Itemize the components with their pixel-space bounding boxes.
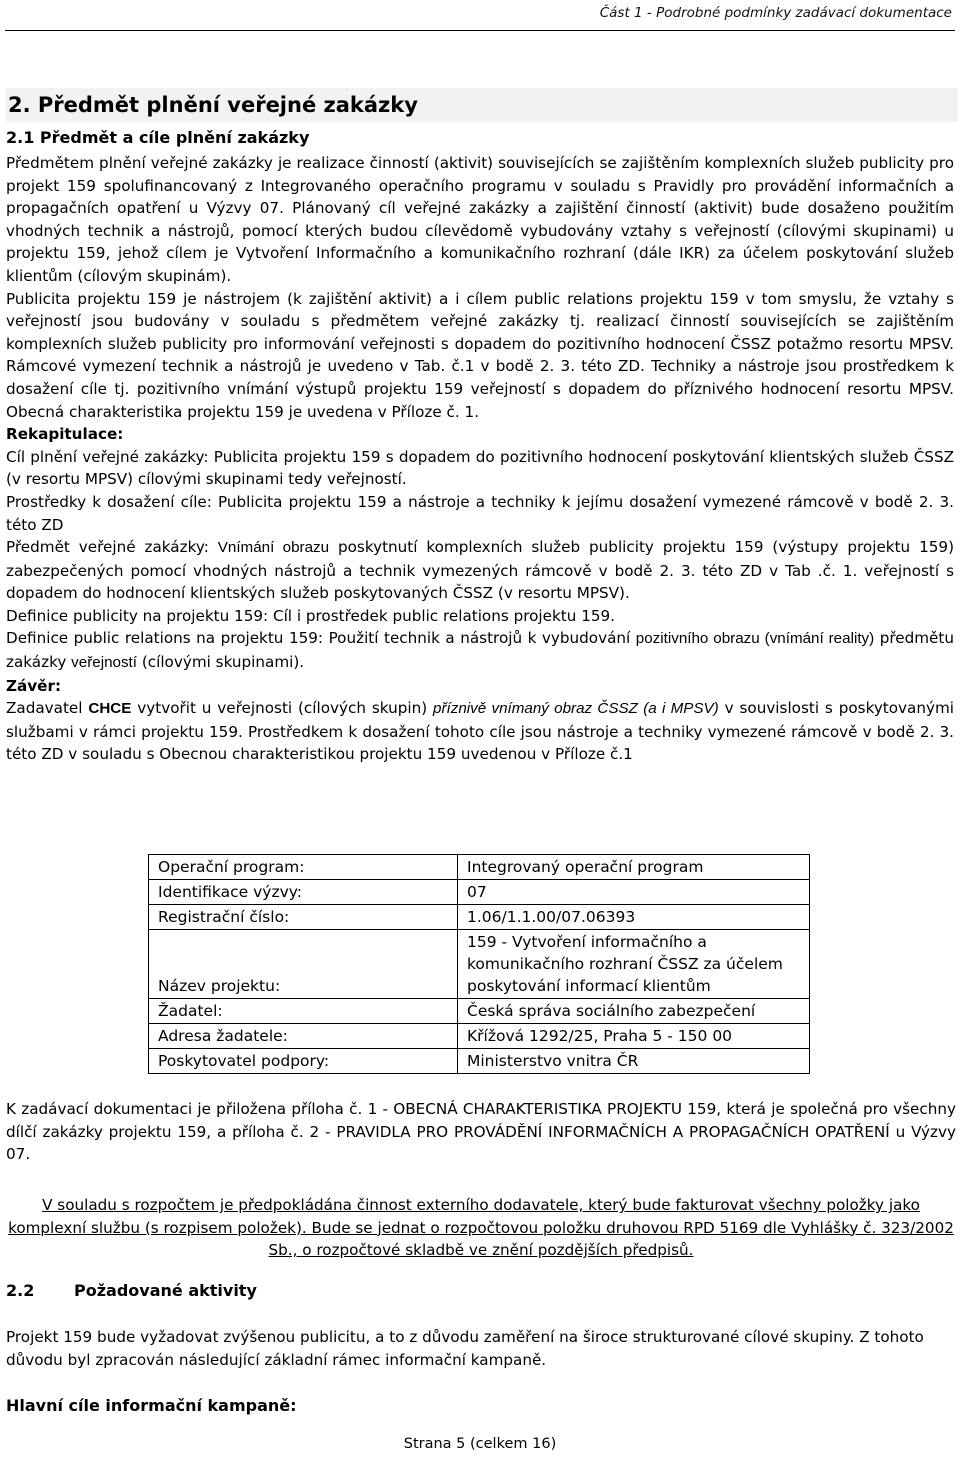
definition-publicity: Definice publicity na projektu 159: Cíl i prostředek public relations projektu 159. [6,606,616,625]
table-row [149,999,810,1024]
table-value: 1.06/1.1.00/07.06393 [458,905,810,930]
concl-text-5: v souvislosti s poskytovanými službami v rámci projektu 159. Prostředkem k dosažení tohoto cíle jsou nástroje a techniky vymezené rámcově v bodě 2. 3. této ZD v souladu s Obecnou charakteristikou projektu 159 uvedenou v Příloze č.1 [6,699,954,764]
table-label: Poskytovatel podpory: [149,1049,458,1074]
table-row [149,855,810,880]
subsection-2-2-text: Projekt 159 bude vyžadovat zvýšenou publicitu, a to z důvodu zaměření na široce strukturované cílové skupiny. Z tohoto důvodu byl zpracován následující základní rámec informační kampaně. [6,1328,924,1369]
header-rule [5,30,955,31]
recap-means: Prostředky k dosažení cíle: Publicita projektu 159 a nástroje a techniky k jejímu dosažení vymezené rámcově v bodě 2. 3. této ZD [6,492,954,534]
conclusion-text [6,697,954,766]
subsection-title: Požadované aktivity [74,1281,257,1300]
table-row [149,930,810,999]
conclusion-title: Závěr: [6,676,62,695]
subsection-2-2-heading [6,1281,257,1300]
table-value: 07 [458,880,810,905]
concl-text-3: vytvořit u veřejnosti (cílových skupin) [131,699,434,718]
def-pr-text-2: pozitivního obrazu (vnímání reality) [635,630,875,648]
project-info-table [148,854,810,1074]
paragraph-publicity: Publicita projektu 159 je nástrojem (k zajištění aktivit) a i cílem public relations projektu 159 v tom smyslu, že vztahy s veřejností jsou budovány v souladu s předmětem veřejné zakázky tj. realizací činností souvisejících se zajištěním komplexních služeb publicity pro informování veřejnosti s dopadem do pozitivního hodnocení ČSSZ potažmo resortu MPSV. Rámcové vymezení technik a nástrojů je uvedeno v Tab. č.1 v bodě 2. 3. této ZD. Techniky a nástroje jsou prostředkem k dosažení cíle tj. pozitivního vnímání výstupů projektu 159 veřejností s dopadem do příznivého hodnocení resortu MPSV. Obecná charakteristika projektu 159 je uvedena v Příloze č. 1. [6,289,954,421]
goals-heading: Hlavní cíle informační kampaně: [6,1396,297,1415]
recap-title: Rekapitulace: [6,425,124,444]
recap-goal: Cíl plnění veřejné zakázky: Publicita projektu 159 s dopadem do pozitivního hodnocení poskytování klientských služeb ČSSZ (v resortu MPSV) cílovými skupinami tedy veřejností. [6,447,954,489]
table-label: Identifikace výzvy: [149,880,458,905]
recap-subject-text: poskytnutí komplexních služeb publicity projektu 159 (výstupy projektu 159) zabezpečených pomocí vhodných nástrojů a technik vymezených rámcově v bodě 2. 3. této ZD v Tab .č. 1. veřejností s dopadem do hodnocení klientských služeb poskytovaných ČSSZ (v resortu MPSV). [6,538,954,603]
table-label: Operační program: [149,855,458,880]
subsection-number: 2.2 [6,1281,35,1300]
table-value: Integrovaný operační program [458,855,810,880]
table-value: 159 - Vytvoření informačního a komunikačního rozhraní ČSSZ za účelem poskytování informací klientům [458,930,810,999]
table-value: Česká správa sociálního zabezpečení [458,999,810,1024]
def-pr-text-3: předmětu zakázky [6,629,954,672]
goal-text: Plánovaný cíl veřejné zakázky a zajištění činností (aktivit) bude dosaženo použitím vhodných technik a nástrojů, pomocí kterých budou cílevědomě vybudovány vztahy s veřejností (cílovými skupinami) u projektu 159, jehož cílem je Vytvoření Informačního a komunikačního rozhraní (dále IKR) za účelem poskytování služeb klientům (cílovým skupinám). [6,199,955,285]
recap-subject-label: Předmět veřejné zakázky: [6,538,218,557]
table-value: Ministerstvo vnitra ČR [458,1049,810,1074]
def-pr-text-1: Definice public relations na projektu 159: Použití technik a nástrojů k vybudování [6,629,636,648]
paragraph-intro [6,152,954,288]
def-pr-text-4: veřejností [71,654,138,672]
intro-text: Předmětem plnění veřejné zakázky je realizace činností (aktivit) souvisejících se zajištěním komplexních služeb publicity pro projekt 159 spolufinancovaný z Integrovaného operačního programu v souladu s Pravidly pro provádění informačních a propagačních opatření u Výzvy 07. [6,154,954,218]
recap-subject-emph: Vnímání obrazu [217,539,330,557]
concl-text-1: Zadavatel [6,699,89,718]
concl-text-2: CHCE [88,700,132,718]
main-body [6,152,954,766]
table-label: Adresa žadatele: [149,1024,458,1049]
table-label: Žadatel: [149,999,458,1024]
table-row [149,1024,810,1049]
table-label: Název projektu: [149,930,458,999]
attachments-note: K zadávací dokumentaci je přiložena příloha č. 1 - OBECNÁ CHARAKTERISTIKA PROJEKTU 159, která je společná pro všechny dílčí zakázky projektu 159, a příloha č. 2 - PRAVIDLA PRO PROVÁDĚNÍ INFORMAČNÍCH A PROPAGAČNÍCH OPATŘENÍ u Výzvy 07. [6,1100,956,1164]
running-header: Část 1 - Podrobné podmínky zadávací dokumentace [599,5,952,21]
table-value: Křížová 1292/25, Praha 5 - 150 00 [458,1024,810,1049]
concl-text-4: příznivě vnímaný obraz ČSSZ (a i MPSV) [433,700,719,718]
section-heading: 2. Předmět plnění veřejné zakázky [6,88,958,122]
recap-subject [6,536,954,605]
table-row [149,1049,810,1074]
table-row [149,880,810,905]
definition-pr [6,627,954,674]
table-label: Registrační číslo: [149,905,458,930]
subsection-heading: 2.1 Předmět a cíle plnění zakázky [6,128,310,147]
page-footer: Strana 5 (celkem 16) [403,1436,557,1452]
def-pr-text-5: (cílovými skupinami). [137,653,305,672]
table-row [149,905,810,930]
budget-note: V souladu s rozpočtem je předpokládána činnost externího dodavatele, který bude fakturovat všechny položky jako komplexní službu (s rozpisem položek). Bude se jednat o rozpočtovou položku druhovou RPD 5169 dle Vyhlášky č. 323/2002 Sb., o rozpočtové skladbě ve znění pozdějších předpisů. [8,1196,954,1260]
